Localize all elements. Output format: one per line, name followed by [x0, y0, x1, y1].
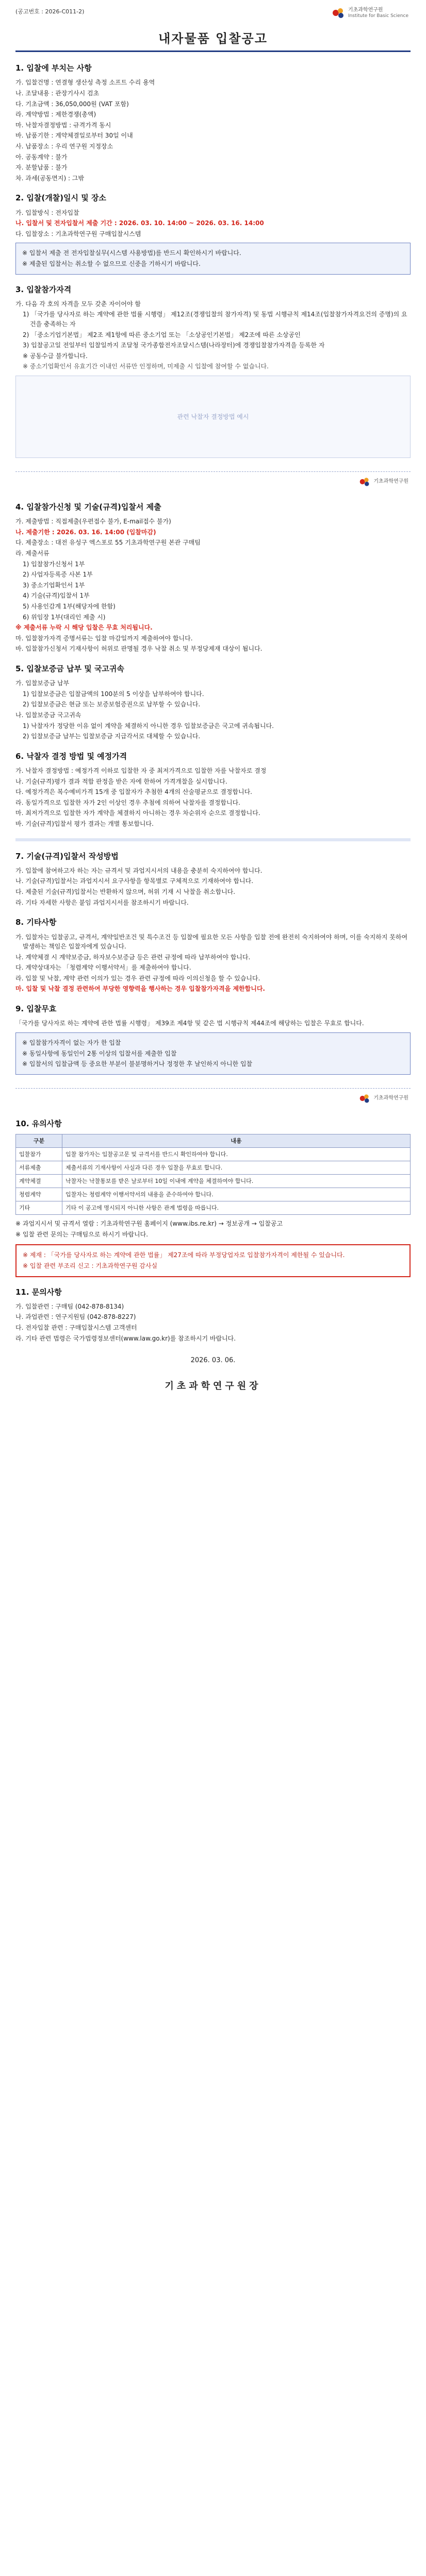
table-cell: 입찰 참가자는 입찰공고문 및 규격서를 반드시 확인하여야 합니다. — [62, 1148, 411, 1161]
list-item: 바. 입찰참가신청서 기재사항이 허위로 판명될 경우 낙찰 취소 및 부정당제재 대상이 됩니다. — [15, 645, 263, 653]
notice-line: ※ 입찰 관련 부조리 신고 : 기초과학연구원 감사실 — [23, 1262, 158, 1270]
list-item: 나. 계약체결 시 계약보증금, 하자보수보증금 등은 관련 규정에 따라 납부하여야 합니다. — [15, 953, 251, 961]
notice-line: ※ 입찰서의 입찰금액 등 중요한 부분이 불분명하거나 정정한 후 날인하지 아니한 입찰 — [22, 1060, 253, 1068]
table-header: 내용 — [62, 1134, 411, 1147]
list-item: 라. 동일가격으로 입찰한 자가 2인 이상인 경우 추첨에 의하여 낙찰자를 결정합니다. — [15, 799, 240, 806]
ibs-logo-icon — [332, 6, 345, 20]
section-heading-11: 11. 문의사항 — [15, 1287, 62, 1297]
list-item: 2) 입찰보증금 납부는 입찰보증금 지급각서로 대체할 수 있습니다. — [23, 733, 201, 740]
list-item: 1) 입찰보증금은 입찰금액의 100분의 5 이상을 납부하여야 합니다. — [23, 690, 204, 698]
section-heading-10: 10. 유의사항 — [15, 1118, 62, 1128]
list-item: 3) 입찰공고일 전일부터 입찰일까지 조달청 국가종합전자조달시스템(나라장터)에 경쟁입찰참가자격을 등록한 자 — [23, 342, 325, 349]
list-item: 다. 전자입찰 관련 : 구매입찰시스템 고객센터 — [15, 1324, 137, 1332]
list-item: 라. 기타 관련 법령은 국가법령정보센터(www.law.go.kr)를 참조하시기 바랍니다. — [15, 1334, 236, 1342]
list-item: 6) 위임장 1부(대리인 제출 시) — [23, 613, 106, 621]
caution-table — [15, 1134, 411, 1215]
list-item: 나. 입찰보증금 국고귀속 — [15, 711, 81, 719]
table-cell: 서류제출 — [16, 1161, 62, 1175]
list-item: 2) 사업자등록증 사본 1부 — [23, 571, 93, 579]
list-item: 나. 과업관련 : 연구지원팀 (042-878-8227) — [15, 1313, 136, 1321]
list-item: 나. 조달내용 : 관장기사시 검초 — [15, 90, 100, 97]
section-10-notes — [15, 1219, 411, 1239]
figure-caption: 관련 낙찰자 결정방법 예시 — [177, 413, 249, 420]
page-divider — [15, 471, 411, 492]
section-heading-2: 2. 입찰(개찰)일시 및 장소 — [15, 193, 106, 203]
section-heading-5: 5. 입찰보증금 납부 및 국고귀속 — [15, 664, 124, 674]
list-item: 가. 입찰에 참여하고자 하는 자는 규격서 및 과업지시서의 내용을 충분히 숙지하여야 합니다. — [15, 867, 263, 874]
section-heading-1: 1. 입찰에 부치는 사항 — [15, 63, 92, 73]
title-divider — [15, 50, 411, 52]
list-item: 가. 입찰방식 : 전자입찰 — [15, 209, 79, 216]
list-item: 다. 기초금액 : 36,050,000원 (VAT 포함) — [15, 100, 129, 108]
notice-box — [15, 243, 411, 274]
notice-number: (공고번호 : 2026-C011-2) — [15, 8, 85, 15]
list-item: 4) 기술(규격)입찰서 1부 — [23, 592, 90, 600]
list-item: 1) 낙찰자가 정당한 이유 없이 계약을 체결하지 아니한 경우 입찰보증금은 국고에 귀속됩니다. — [23, 722, 274, 730]
list-item: 나. 제출기한 : 2026. 03. 16. 14:00 (입찰마감) — [15, 528, 156, 536]
table-row — [16, 1161, 411, 1175]
list-item: 1) 입찰참가신청서 1부 — [23, 560, 85, 568]
warning-line: ※ 제출서류 누락 시 해당 입찰은 무효 처리됩니다. — [15, 624, 153, 632]
table-cell: 기타 이 공고에 명시되지 아니한 사항은 관계 법령을 따릅니다. — [62, 1201, 411, 1215]
table-cell: 제출서류의 기재사항이 사실과 다른 경우 입찰을 무효로 합니다. — [62, 1161, 411, 1175]
ibs-logo-icon — [359, 476, 370, 487]
sanction-notice — [15, 1244, 411, 1277]
table-row — [16, 1188, 411, 1201]
section-heading-7: 7. 기술(규격)입찰서 작성방법 — [15, 851, 119, 861]
list-item: 3) 중소기업확인서 1부 — [23, 581, 85, 589]
list-item: 나. 기술(규격)입찰서는 과업지시서 요구사항을 항목별로 구체적으로 기재하여야 합니다. — [15, 877, 254, 885]
list-note: ※ 중소기업확인서 유효기간 이내인 서류만 인정하며, 미제출 시 입찰에 참여할 수 없습니다. — [23, 363, 269, 370]
section-2-list — [15, 208, 411, 239]
list-note: ※ 입찰 관련 문의는 구매팀으로 하시기 바랍니다. — [15, 1230, 149, 1238]
list-item: 사. 납품장소 : 우리 연구원 지정장소 — [15, 143, 113, 150]
notice-line: ※ 입찰참가자격이 없는 자가 한 입찰 — [22, 1039, 121, 1046]
list-note: ※ 과업지시서 및 규격서 열람 : 기초과학연구원 홈페이지 (www.ibs.re.kr) → 정보공개 → 입찰공고 — [15, 1220, 283, 1228]
highlighted-deadline: 나. 입찰서 및 전자입찰서 제출 기간 : 2026. 03. 10. 14:00 ~ 2026. 03. 16. 14:00 — [15, 219, 264, 227]
list-item: 마. 입찰참가자격 증명서류는 입찰 마감일까지 제출하여야 합니다. — [15, 634, 193, 642]
list-item: 가. 낙찰자 결정방법 : 예정가격 이하로 입찰한 자 중 최저가격으로 입찰한 자를 낙찰자로 결정 — [15, 767, 267, 775]
invalid-bid-box — [15, 1032, 411, 1075]
table-cell: 낙찰자는 낙찰통보를 받은 날로부터 10일 이내에 계약을 체결하여야 합니다. — [62, 1175, 411, 1188]
notice-line: ※ 제재 : 「국가를 당사자로 하는 계약에 관한 법률」 제27조에 따라 부정당업자로 입찰참가자격이 제한될 수 있습니다. — [23, 1251, 345, 1259]
list-item: 다. 계약상대자는 「청렴계약 이행서약서」를 제출하여야 합니다. — [15, 964, 191, 972]
list-item: 마. 낙찰자결정방법 : 규격가격 동시 — [15, 121, 111, 129]
section-divider — [15, 838, 411, 841]
list-item: ※ 공동수급 불가합니다. — [23, 352, 88, 360]
section-4-list — [15, 517, 411, 654]
issuing-organization: 기초과학연구원장 — [165, 1381, 261, 1392]
section-6-list — [15, 766, 411, 829]
list-item: 가. 입찰보증금 납부 — [15, 680, 70, 687]
list-item: 나. 기술(규격)평가 결과 적합 판정을 받은 자에 한하여 가격개찰을 실시합니다. — [15, 777, 227, 785]
table-header: 구분 — [16, 1134, 62, 1147]
list-item: 다. 입찰장소 : 기초과학연구원 구매입찰시스템 — [15, 230, 141, 238]
section-heading-8: 8. 기타사항 — [15, 918, 57, 927]
section-heading-4: 4. 입찰참가신청 및 기술(규격)입찰서 제출 — [15, 502, 161, 512]
org-logo — [332, 6, 408, 20]
list-item: 다. 제출장소 : 대전 유성구 엑스포로 55 기초과학연구원 본관 구매팀 — [15, 539, 201, 547]
list-item: 2) 「중소기업기본법」 제2조 제1항에 따른 중소기업 또는 「소상공인기본법」 제2조에 따른 소상공인 — [23, 331, 301, 338]
section-heading-6: 6. 낙찰자 결정 방법 및 예정가격 — [15, 751, 127, 761]
list-item: 라. 제출서류 — [15, 550, 50, 557]
table-cell: 계약체결 — [16, 1175, 62, 1188]
page-title: 내자물품 입찰공고 — [158, 31, 268, 46]
list-item: 자. 분할납품 : 불가 — [15, 164, 68, 172]
notice-line: ※ 입찰서 제출 전 전자입찰실무(시스템 사용방법)를 반드시 확인하시기 바랍니다. — [22, 249, 241, 257]
list-item: 마. 최저가격으로 입찰한 자가 계약을 체결하지 아니하는 경우 차순위자 순으로 결정합니다. — [15, 809, 260, 817]
list-item: 「국가를 당사자로 하는 계약에 관한 법률 시행령」 제39조 제4항 및 같은 법 시행규칙 제44조에 해당하는 입찰은 무효로 합니다. — [15, 1020, 364, 1027]
list-item: 다. 제출된 기술(규격)입찰서는 반환하지 않으며, 허위 기재 시 낙찰을 취소합니다. — [15, 888, 236, 896]
ibs-logo-icon — [359, 1093, 370, 1104]
decision-figure — [15, 376, 411, 458]
org-logo-repeat — [359, 476, 408, 487]
list-item: 가. 입찰자는 입찰공고, 규격서, 계약일반조건 및 특수조건 등 입찰에 필요한 모든 사항을 입찰 전에 완전히 숙지하여야 하며, 이를 숙지하지 못하여 발생하는 책임은 입찰자에게 있습니다. — [15, 933, 408, 951]
list-item: 가. 입찰건명 : 연결형 생산성 측정 소프트 수리 용역 — [15, 79, 155, 87]
list-item: 다. 예정가격은 복수예비가격 15개 중 입찰자가 추첨한 4개의 산술평균으로 결정합니다. — [15, 788, 252, 796]
list-item: 차. 과세(공동면지) : 그밖 — [15, 174, 84, 182]
list-item: 라. 기타 자세한 사항은 붙임 과업지시서를 참조하시기 바랍니다. — [15, 899, 189, 906]
section-heading-9: 9. 입찰무효 — [15, 1004, 57, 1014]
notice-line: ※ 동일사항에 동일인이 2통 이상의 입찰서를 제출한 입찰 — [22, 1049, 177, 1057]
section-heading-3: 3. 입찰참가자격 — [15, 284, 72, 294]
section-7-list — [15, 866, 411, 907]
notice-line: ※ 제출된 입찰서는 취소할 수 없으므로 신중을 기하시기 바랍니다. — [22, 260, 201, 268]
org-name-en: Institute for Basic Science — [348, 13, 408, 19]
section-11-list — [15, 1302, 411, 1343]
page-divider — [15, 1088, 411, 1109]
list-item: 5) 사용인감계 1부(해당자에 한함) — [23, 603, 116, 611]
section-8-list — [15, 933, 411, 994]
warning-line: 마. 입찰 및 낙찰 결정 관련하여 부당한 영향력을 행사하는 경우 입찰참가자격을 제한합니다. — [15, 985, 265, 993]
table-row — [16, 1148, 411, 1161]
table-cell: 입찰자는 청렴계약 이행서약서의 내용을 준수하여야 합니다. — [62, 1188, 411, 1201]
table-row — [16, 1175, 411, 1188]
table-row — [16, 1201, 411, 1215]
list-item: 라. 계약방법 : 제한경쟁(총액) — [15, 111, 96, 118]
org-logo-repeat — [359, 1093, 408, 1104]
org-name: 기초과학연구원 — [348, 7, 383, 13]
section-9-list — [15, 1019, 411, 1028]
list-item: 라. 입찰 및 낙찰, 계약 관련 이의가 있는 경우 관련 규정에 따라 이의신청을 할 수 있습니다. — [15, 974, 260, 982]
org-name-repeat: 기초과학연구원 — [373, 1095, 408, 1101]
list-item: 바. 납품기한 : 계약체결일로부터 30일 이내 — [15, 132, 133, 140]
section-5-list — [15, 679, 411, 741]
section-3-list — [15, 299, 411, 371]
notice-date: 2026. 03. 06. — [190, 1357, 236, 1365]
list-item: 바. 기술(규격)입찰서 평가 결과는 개별 통보합니다. — [15, 820, 154, 828]
list-item: 1) 「국가를 당사자로 하는 계약에 관한 법률 시행령」 제12조(경쟁입찰의 참가자격) 및 동법 시행규칙 제14조(입찰참가자격요건의 증명)의 요건을 충족하는 자 — [23, 311, 407, 328]
section-1-list — [15, 78, 411, 183]
org-name-repeat: 기초과학연구원 — [373, 479, 408, 485]
list-item: 가. 제출방법 : 직접제출(우편접수 불가, E-mail접수 불가) — [15, 518, 171, 526]
table-cell: 입찰참가 — [16, 1148, 62, 1161]
list-item: 2) 입찰보증금은 현금 또는 보증보험증권으로 납부할 수 있습니다. — [23, 701, 201, 708]
list-item: 아. 공동계약 : 불가 — [15, 153, 68, 161]
table-cell: 기타 — [16, 1201, 62, 1215]
list-item: 가. 입찰관련 : 구매팀 (042-878-8134) — [15, 1302, 124, 1310]
table-cell: 청렴계약 — [16, 1188, 62, 1201]
list-item: 가. 다음 각 호의 자격을 모두 갖춘 자이어야 함 — [15, 300, 141, 308]
